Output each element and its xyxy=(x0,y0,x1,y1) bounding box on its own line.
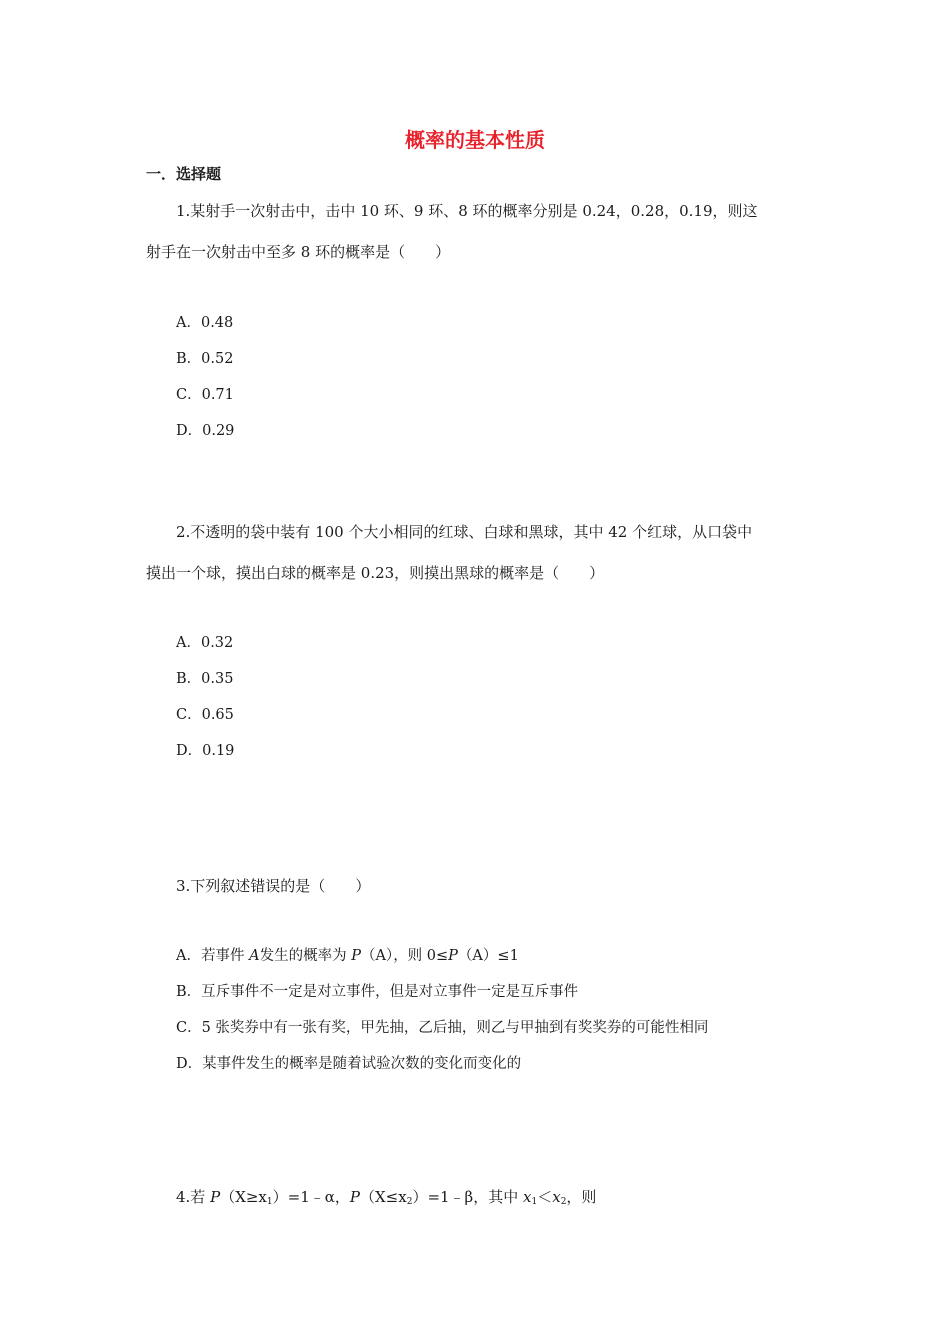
q3-a-p1arg: （A） xyxy=(360,948,394,964)
section-heading: 一．选择题 xyxy=(146,165,222,183)
q1-stem-line2: 射手在一次射击中至多 8 环的概率是（ ） xyxy=(146,243,451,261)
q3-a-mid2: ，则 0≤ xyxy=(393,948,449,964)
q4-stem xyxy=(176,1186,596,1207)
q4-sub2: 2 xyxy=(406,1197,413,1207)
q4-lt: ＜ xyxy=(537,1188,553,1206)
page-title: 概率的基本性质 xyxy=(405,128,545,152)
q4-cond2: （X≤x xyxy=(359,1188,407,1206)
q3-a-var: A xyxy=(249,948,260,964)
q4-val2: ）=1﹣β，其中 xyxy=(412,1188,523,1206)
q2-option-c: C．0.65 xyxy=(176,707,234,723)
q4-p2: P xyxy=(349,1188,360,1206)
q1-option-a: A．0.48 xyxy=(176,315,234,331)
q3-a-p2arg: （A） xyxy=(457,948,498,964)
q3-option-c: C．5 张奖券中有一张有奖，甲先抽，乙后抽，则乙与甲抽到有奖奖券的可能性相同 xyxy=(176,1020,709,1036)
q4-num: 4.若 xyxy=(176,1188,211,1206)
q4-x2-sub: 2 xyxy=(560,1197,567,1207)
q3-a-pre: A．若事件 xyxy=(176,948,250,964)
q1-option-d: D．0.29 xyxy=(176,423,235,439)
q1-option-c: C．0.71 xyxy=(176,387,234,403)
q3-a-p1: P xyxy=(351,948,361,964)
q3-a-post: ≤1 xyxy=(497,948,519,964)
q3-a-p2: P xyxy=(448,948,458,964)
q3-option-d: D．某事件发生的概率是随着试验次数的变化而变化的 xyxy=(176,1056,522,1072)
q4-cond1: （X≥x xyxy=(220,1188,267,1206)
q2-stem-line2: 摸出一个球，摸出白球的概率是 0.23，则摸出黑球的概率是（ ） xyxy=(146,564,605,582)
q1-option-b: B．0.52 xyxy=(176,351,234,367)
q2-option-a: A．0.32 xyxy=(176,635,234,651)
q2-stem-line1: 2.不透明的袋中装有 100 个大小相同的红球、白球和黑球，其中 42 个红球，从口袋中 xyxy=(176,523,753,541)
q4-val1: ）=1﹣α， xyxy=(272,1188,350,1206)
q3-stem: 3.下列叙述错误的是（ ） xyxy=(176,877,371,895)
q4-end: ，则 xyxy=(566,1188,597,1206)
q4-p1: P xyxy=(210,1188,221,1206)
q3-option-b: B．互斥事件不一定是对立事件，但是对立事件一定是互斥事件 xyxy=(176,984,579,1000)
q4-x1: x xyxy=(523,1188,532,1206)
q4-sub1: 1 xyxy=(266,1197,273,1207)
q2-option-b: B．0.35 xyxy=(176,671,234,687)
q2-option-d: D．0.19 xyxy=(176,743,235,759)
q4-x2: x xyxy=(552,1188,561,1206)
q4-x1-sub: 1 xyxy=(531,1197,538,1207)
q3-a-mid: 发生的概率为 xyxy=(259,948,352,964)
q3-option-a xyxy=(176,944,519,965)
q1-stem-line1: 1.某射手一次射击中，击中 10 环、9 环、8 环的概率分别是 0.24，0.28，0.19，则这 xyxy=(176,202,758,220)
